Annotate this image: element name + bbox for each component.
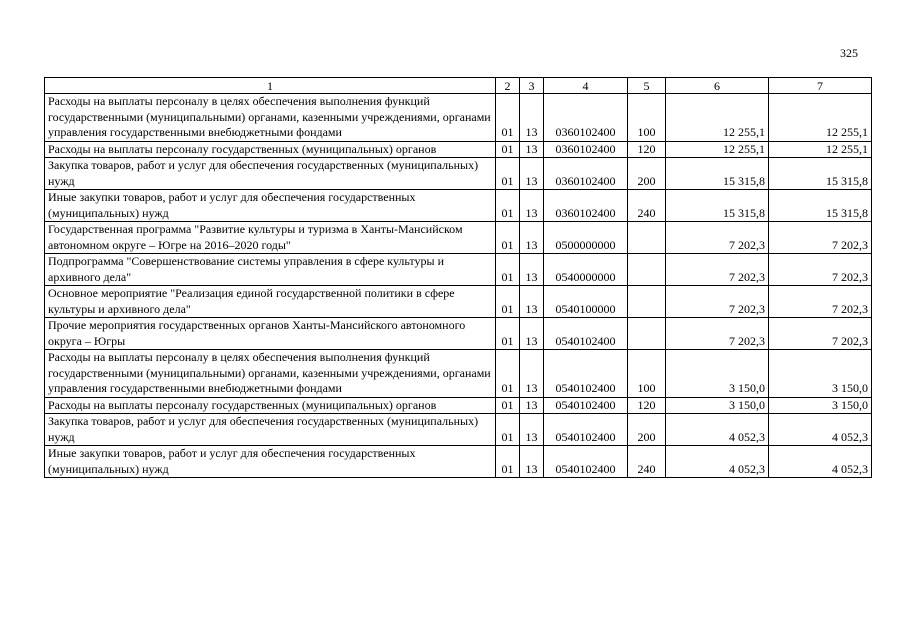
table-row (45, 350, 872, 398)
cell-vr: 100 (628, 94, 666, 142)
cell-rz: 01 (496, 190, 520, 222)
cell-pr: 13 (520, 350, 544, 398)
cell-pr: 13 (520, 94, 544, 142)
cell-rz: 01 (496, 350, 520, 398)
cell-sum2: 4 052,3 (769, 414, 872, 446)
cell-rz: 01 (496, 318, 520, 350)
cell-vr: 240 (628, 190, 666, 222)
cell-sum1: 12 255,1 (666, 94, 769, 142)
table-row (45, 158, 872, 190)
cell-pr: 13 (520, 158, 544, 190)
col-header-rz: 2 (496, 78, 520, 94)
table-row (45, 286, 872, 318)
cell-name: Закупка товаров, работ и услуг для обеспечения государственных (муниципальных) нужд (45, 158, 496, 190)
table-row (45, 94, 872, 142)
table-row (45, 446, 872, 478)
table-row (45, 397, 872, 414)
cell-sum2: 7 202,3 (769, 286, 872, 318)
col-header-pr: 3 (520, 78, 544, 94)
cell-sum2: 3 150,0 (769, 397, 872, 414)
cell-sum1: 3 150,0 (666, 350, 769, 398)
cell-sum2: 12 255,1 (769, 141, 872, 158)
cell-csr: 0540102400 (544, 397, 628, 414)
cell-vr (628, 318, 666, 350)
cell-sum1: 7 202,3 (666, 222, 769, 254)
col-header-csr: 4 (544, 78, 628, 94)
cell-vr (628, 222, 666, 254)
cell-sum2: 7 202,3 (769, 222, 872, 254)
cell-name: Подпрограмма "Совершенствование системы управления в сфере культуры и архивного дела" (45, 254, 496, 286)
cell-name: Основное мероприятие "Реализация единой государственной политики в сфере культуры и архивного дела" (45, 286, 496, 318)
cell-name: Государственная программа "Развитие культуры и туризма в Ханты-Мансийском автономном округе – Югре на 2016–2020 годы" (45, 222, 496, 254)
cell-pr: 13 (520, 397, 544, 414)
cell-pr: 13 (520, 222, 544, 254)
cell-sum2: 12 255,1 (769, 94, 872, 142)
col-header-sum1: 6 (666, 78, 769, 94)
cell-rz: 01 (496, 414, 520, 446)
cell-rz: 01 (496, 286, 520, 318)
cell-pr: 13 (520, 414, 544, 446)
budget-table (44, 77, 872, 478)
cell-vr (628, 286, 666, 318)
cell-sum2: 3 150,0 (769, 350, 872, 398)
cell-name: Иные закупки товаров, работ и услуг для обеспечения государственных (муниципальных) нужд (45, 190, 496, 222)
table-row (45, 222, 872, 254)
cell-sum1: 15 315,8 (666, 158, 769, 190)
cell-rz: 01 (496, 94, 520, 142)
cell-vr: 120 (628, 397, 666, 414)
table-row (45, 414, 872, 446)
cell-sum2: 7 202,3 (769, 254, 872, 286)
cell-sum1: 15 315,8 (666, 190, 769, 222)
cell-pr: 13 (520, 318, 544, 350)
table-row (45, 318, 872, 350)
table-row (45, 141, 872, 158)
cell-name: Расходы на выплаты персоналу государственных (муниципальных) органов (45, 141, 496, 158)
cell-name: Расходы на выплаты персоналу в целях обеспечения выполнения функций государственными (муниципальными) органами, казенными учреждениями, органами управления государственными внебюджетными фондами (45, 94, 496, 142)
cell-name: Расходы на выплаты персоналу в целях обеспечения выполнения функций государственными (муниципальными) органами, казенными учреждениями, органами управления государственными внебюджетными фондами (45, 350, 496, 398)
cell-csr: 0540100000 (544, 286, 628, 318)
cell-vr: 200 (628, 414, 666, 446)
cell-name: Расходы на выплаты персоналу государственных (муниципальных) органов (45, 397, 496, 414)
col-header-sum2: 7 (769, 78, 872, 94)
cell-csr: 0540000000 (544, 254, 628, 286)
cell-csr: 0500000000 (544, 222, 628, 254)
cell-csr: 0360102400 (544, 158, 628, 190)
cell-csr: 0360102400 (544, 190, 628, 222)
cell-vr: 200 (628, 158, 666, 190)
cell-vr: 240 (628, 446, 666, 478)
cell-sum1: 3 150,0 (666, 397, 769, 414)
cell-csr: 0360102400 (544, 141, 628, 158)
table-row (45, 254, 872, 286)
cell-name: Иные закупки товаров, работ и услуг для обеспечения государственных (муниципальных) нужд (45, 446, 496, 478)
cell-vr: 100 (628, 350, 666, 398)
cell-name: Закупка товаров, работ и услуг для обеспечения государственных (муниципальных) нужд (45, 414, 496, 446)
page-number: 325 (840, 46, 858, 60)
cell-sum2: 4 052,3 (769, 446, 872, 478)
cell-csr: 0540102400 (544, 446, 628, 478)
cell-csr: 0540102400 (544, 350, 628, 398)
cell-vr (628, 254, 666, 286)
cell-csr: 0360102400 (544, 94, 628, 142)
cell-rz: 01 (496, 141, 520, 158)
cell-rz: 01 (496, 158, 520, 190)
col-header-name: 1 (45, 78, 496, 94)
cell-csr: 0540102400 (544, 414, 628, 446)
cell-name: Прочие мероприятия государственных органов Ханты-Мансийского автономного округа – Югры (45, 318, 496, 350)
cell-pr: 13 (520, 190, 544, 222)
cell-csr: 0540102400 (544, 318, 628, 350)
cell-pr: 13 (520, 446, 544, 478)
cell-rz: 01 (496, 222, 520, 254)
cell-sum2: 15 315,8 (769, 158, 872, 190)
cell-pr: 13 (520, 141, 544, 158)
cell-rz: 01 (496, 446, 520, 478)
header-row (45, 78, 872, 94)
cell-pr: 13 (520, 286, 544, 318)
cell-sum1: 4 052,3 (666, 446, 769, 478)
col-header-vr: 5 (628, 78, 666, 94)
cell-sum2: 15 315,8 (769, 190, 872, 222)
cell-rz: 01 (496, 397, 520, 414)
cell-sum1: 12 255,1 (666, 141, 769, 158)
cell-rz: 01 (496, 254, 520, 286)
cell-sum1: 4 052,3 (666, 414, 769, 446)
cell-sum2: 7 202,3 (769, 318, 872, 350)
cell-pr: 13 (520, 254, 544, 286)
table-row (45, 190, 872, 222)
cell-sum1: 7 202,3 (666, 254, 769, 286)
cell-sum1: 7 202,3 (666, 286, 769, 318)
cell-sum1: 7 202,3 (666, 318, 769, 350)
cell-vr: 120 (628, 141, 666, 158)
